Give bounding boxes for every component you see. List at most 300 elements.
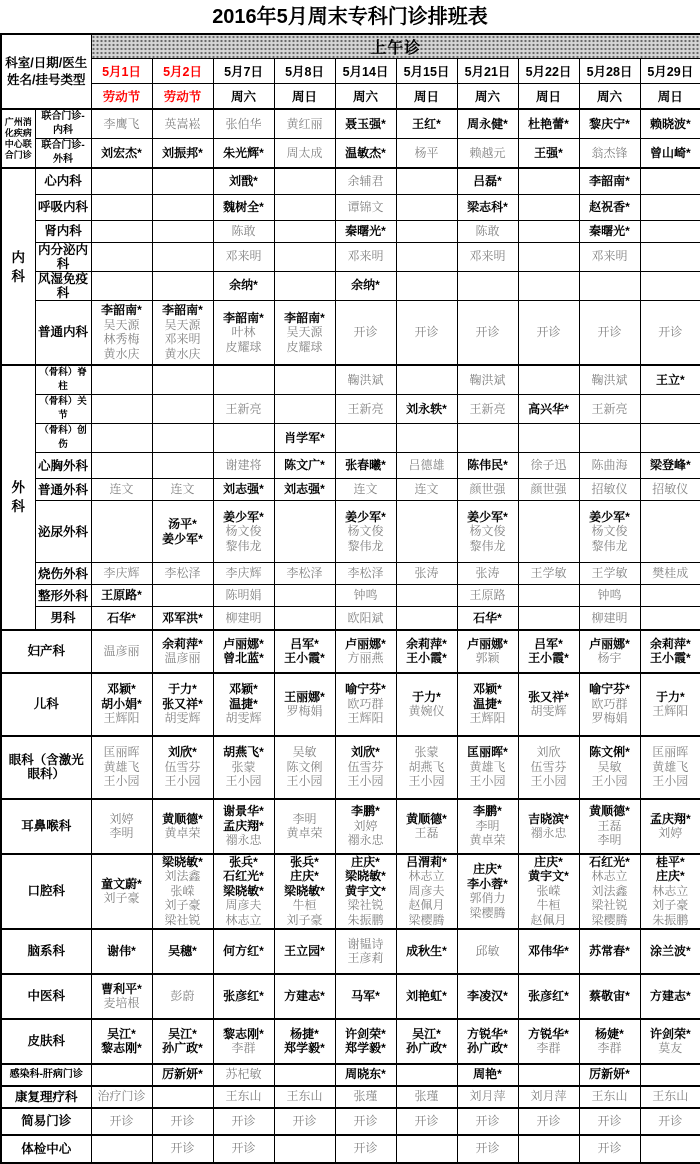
schedule-cell (518, 168, 579, 194)
schedule-cell (91, 501, 152, 563)
schedule-cell (518, 365, 579, 395)
schedule-cell (579, 242, 640, 271)
doctor-name: 黄宇文* (528, 869, 569, 884)
doctor-name: 叶林 (231, 325, 256, 339)
department-label: （骨科）关节 (35, 395, 91, 424)
schedule-cell (274, 1064, 335, 1086)
schedule-cell (518, 271, 579, 300)
schedule-cell (91, 673, 152, 736)
doctor-name: 胡雯辉 (225, 711, 262, 726)
doctor-name: 徐子迅 (530, 458, 567, 473)
schedule-cell (579, 585, 640, 607)
doctor-name: 梁晓敏* (345, 869, 386, 884)
doctor-name: 招敏仪 (652, 482, 689, 497)
schedule-row (1, 109, 700, 139)
schedule-cell (152, 929, 213, 974)
doctor-name: 王新亮 (591, 401, 628, 416)
schedule-row (1, 194, 700, 220)
doctor-name: 吴江* (412, 1026, 441, 1041)
department-label: 联合门诊-内科 (35, 109, 91, 139)
schedule-cell (91, 630, 152, 673)
doctor-name: 方丽燕 (347, 651, 384, 665)
doctor-name: 陈明娟 (225, 588, 262, 603)
schedule-cell (579, 1019, 640, 1064)
schedule-cell (579, 736, 640, 799)
doctor-name: 梁社锐 (164, 912, 201, 927)
doctor-name: 黎志刚* (101, 1041, 142, 1055)
doctor-name: 开诊 (414, 325, 439, 339)
day-header: 周日 (640, 84, 700, 110)
date-header: 5月8日 (274, 59, 335, 84)
doctor-name: 皮耀球 (225, 339, 262, 354)
doctor-name: 温捷* (473, 696, 502, 711)
doctor-name: 王新亮 (225, 401, 262, 416)
doctor-name: 梁樱腾 (408, 912, 445, 927)
doctor-name: 庄庆* (290, 869, 319, 884)
schedule-cell (91, 1135, 152, 1163)
schedule-cell (213, 929, 274, 974)
schedule-cell (457, 168, 518, 194)
schedule-cell (518, 607, 579, 630)
doctor-name: 刘志强* (223, 482, 264, 497)
doctor-name: 张兵* (229, 854, 258, 869)
doctor-name: 开诊 (109, 1113, 134, 1128)
schedule-cell (579, 854, 640, 929)
doctor-name: 庄庆* (534, 854, 563, 869)
department-label: 普通内科 (35, 300, 91, 365)
schedule-cell (518, 736, 579, 799)
doctor-name: 陈文广* (284, 458, 325, 473)
schedule-cell (91, 1064, 152, 1086)
schedule-cell (213, 1135, 274, 1163)
schedule-row (1, 271, 700, 300)
schedule-cell (518, 585, 579, 607)
day-header: 周日 (274, 84, 335, 110)
doctor-name: 连文 (414, 482, 439, 497)
group-label (1, 109, 35, 168)
schedule-cell (274, 501, 335, 563)
schedule-cell (457, 300, 518, 365)
schedule-cell (335, 242, 396, 271)
doctor-name: 李小蓉* (467, 876, 508, 891)
schedule-cell (335, 479, 396, 501)
schedule-cell (518, 929, 579, 974)
doctor-name: 黄顺德* (589, 804, 630, 819)
schedule-cell (518, 395, 579, 424)
doctor-name: 王东山 (652, 1089, 689, 1104)
schedule-cell (457, 736, 518, 799)
schedule-cell (213, 424, 274, 453)
schedule-cell (152, 563, 213, 585)
schedule-cell (579, 974, 640, 1019)
doctor-name: 周永健* (467, 116, 508, 131)
doctor-name: 王小霞* (649, 651, 691, 665)
schedule-cell (213, 168, 274, 194)
doctor-name: 于力* (412, 689, 441, 704)
schedule-cell (91, 974, 152, 1019)
date-header: 5月22日 (518, 59, 579, 84)
doctor-name: 王小园 (103, 774, 140, 789)
doctor-name: 莫友 (658, 1041, 683, 1055)
schedule-cell (91, 479, 152, 501)
schedule-cell (91, 799, 152, 854)
date-header: 5月7日 (213, 59, 274, 84)
doctor-name: 苏杞敏 (225, 1067, 262, 1082)
doctor-name: 孙广政* (406, 1041, 447, 1055)
doctor-name: 方锐华* (467, 1026, 508, 1041)
date-header: 5月1日 (91, 59, 152, 84)
doctor-name: 王立* (655, 372, 685, 387)
schedule-cell (518, 194, 579, 220)
doctor-name: 黎伟龙 (469, 538, 506, 553)
schedule-row (1, 501, 700, 563)
doctor-name: 胡小娟* (101, 696, 142, 711)
doctor-name: 于力* (655, 689, 685, 704)
doctor-name: 林志立 (591, 869, 628, 884)
group-label-text: 外科 (11, 480, 25, 515)
doctor-name: 王小园 (225, 774, 262, 789)
group-label (1, 168, 35, 365)
schedule-cell (274, 109, 335, 139)
doctor-name: 开诊 (231, 1141, 256, 1156)
department-label: 肾内科 (35, 220, 91, 242)
schedule-cell (640, 109, 700, 139)
doctor-name: 肖学军* (284, 430, 325, 445)
schedule-cell (335, 365, 396, 395)
schedule-cell (640, 1019, 700, 1064)
department-label: 感染科-肝病门诊 (1, 1064, 91, 1086)
schedule-cell (274, 453, 335, 479)
schedule-cell (335, 139, 396, 169)
doctor-name: 连文 (353, 482, 378, 497)
doctor-name: 李鹏* (351, 804, 380, 819)
doctor-name: 治疗门诊 (97, 1089, 146, 1104)
department-label: 联合门诊-外科 (35, 139, 91, 169)
schedule-cell (396, 271, 457, 300)
department-label: 口腔科 (1, 854, 91, 929)
doctor-name: 王新亮 (347, 401, 384, 416)
doctor-name: 张伯华 (225, 116, 262, 131)
doctor-name: 刘婷 (109, 811, 134, 826)
doctor-name: 麦培根 (103, 996, 140, 1010)
doctor-name: 李群 (597, 1041, 622, 1055)
doctor-name: 谢景华* (223, 804, 264, 819)
doctor-name: 鞠洪斌 (469, 372, 506, 387)
doctor-name: 黄顺德* (406, 811, 447, 826)
schedule-cell (274, 1019, 335, 1064)
schedule-cell (518, 109, 579, 139)
doctor-name: 桂平* (655, 854, 685, 869)
schedule-cell (396, 673, 457, 736)
doctor-name: 温彦丽 (164, 651, 201, 665)
doctor-name: 开诊 (536, 1113, 561, 1128)
doctor-name: 许剑荣* (649, 1026, 691, 1041)
doctor-name: 石华* (107, 610, 136, 625)
department-label: 普通外科 (35, 479, 91, 501)
schedule-row (1, 1108, 700, 1135)
doctor-name: 余纳* (229, 278, 258, 293)
doctor-name: 王丽娜* (284, 689, 325, 704)
doctor-name: 欧巧群 (347, 696, 384, 711)
schedule-row (1, 220, 700, 242)
schedule-cell (213, 974, 274, 1019)
schedule-cell (396, 799, 457, 854)
schedule-cell (640, 799, 700, 854)
schedule-cell (91, 424, 152, 453)
schedule-cell (396, 194, 457, 220)
schedule-cell (152, 479, 213, 501)
schedule-cell (396, 1064, 457, 1086)
doctor-name: 邓颖* (107, 682, 136, 697)
schedule-cell (91, 1019, 152, 1064)
schedule-cell (457, 563, 518, 585)
doctor-name: 吕军* (290, 636, 319, 651)
schedule-cell (518, 1108, 579, 1135)
schedule-cell (91, 585, 152, 607)
doctor-name: 朱振鹏 (652, 912, 689, 927)
doctor-name: 张嵘 (170, 883, 195, 898)
schedule-cell (640, 1086, 700, 1108)
doctor-name: 李鹰飞 (103, 116, 140, 131)
doctor-name: 周艳* (473, 1067, 502, 1082)
doctor-name: 吴天源 (103, 317, 140, 332)
doctor-name: 张又祥* (528, 689, 569, 704)
schedule-cell (457, 673, 518, 736)
schedule-cell (640, 630, 700, 673)
schedule-cell (152, 607, 213, 630)
doctor-name: 李鹏* (473, 804, 502, 819)
doctor-name: 邓颖* (229, 682, 258, 697)
group-label (1, 365, 35, 630)
schedule-cell (579, 479, 640, 501)
doctor-name: 开诊 (597, 1113, 622, 1128)
schedule-cell (91, 271, 152, 300)
schedule-cell (274, 929, 335, 974)
schedule-row (1, 929, 700, 974)
doctor-name: 刘宏杰* (101, 145, 142, 160)
schedule-cell (579, 1108, 640, 1135)
schedule-cell (457, 854, 518, 929)
doctor-name: 孙广政* (162, 1041, 203, 1055)
doctor-name: 张涛 (414, 566, 439, 581)
schedule-cell (274, 736, 335, 799)
doctor-name: 喻宁芬* (589, 682, 630, 697)
schedule-cell (213, 1086, 274, 1108)
schedule-cell (213, 220, 274, 242)
schedule-cell (457, 630, 518, 673)
schedule-cell (457, 424, 518, 453)
schedule-cell (457, 1135, 518, 1163)
schedule-cell (91, 242, 152, 271)
schedule-cell (396, 501, 457, 563)
doctor-name: 姜少军* (162, 531, 203, 546)
schedule-cell (213, 585, 274, 607)
doctor-name: 温彦丽 (103, 643, 140, 658)
doctor-name: 开诊 (353, 1113, 378, 1128)
doctor-name: 杜艳蕾* (528, 116, 569, 131)
schedule-cell (579, 109, 640, 139)
doctor-name: 张蒙 (231, 759, 256, 774)
schedule-cell (640, 194, 700, 220)
doctor-name: 张嵘 (536, 883, 561, 898)
day-header: 周日 (518, 84, 579, 110)
doctor-name: 秦曙光* (345, 223, 386, 238)
doctor-name: 汤平* (168, 517, 197, 531)
doctor-name: 罗梅娟 (286, 704, 323, 718)
doctor-name: 刘艳虹* (406, 988, 447, 1003)
schedule-cell (335, 300, 396, 365)
doctor-name: 张兵* (290, 854, 319, 869)
schedule-cell (396, 1135, 457, 1163)
schedule-cell (335, 1064, 396, 1086)
schedule-cell (518, 300, 579, 365)
schedule-cell (152, 395, 213, 424)
doctor-name: 钟鸣 (597, 588, 622, 603)
schedule-cell (518, 424, 579, 453)
schedule-cell (396, 929, 457, 974)
schedule-cell (152, 736, 213, 799)
schedule-cell (457, 194, 518, 220)
date-header: 5月14日 (335, 59, 396, 84)
schedule-cell (335, 194, 396, 220)
doctor-name: 秦曙光* (589, 223, 630, 238)
doctor-name: 陈文俐 (286, 759, 323, 774)
doctor-name: 刘戬* (229, 174, 258, 188)
doctor-name: 张蒙 (414, 745, 439, 760)
doctor-name: 姜少军* (467, 509, 508, 524)
schedule-cell (518, 630, 579, 673)
doctor-name: 赵祝香* (589, 199, 630, 214)
day-header: 周六 (579, 84, 640, 110)
schedule-cell (579, 395, 640, 424)
doctor-name: 邓来明 (347, 249, 384, 264)
group-label-text: 广州消化疾病中心联合门诊 (4, 116, 32, 160)
doctor-name: 李韶南* (284, 310, 325, 325)
doctor-name: 王小园 (469, 774, 506, 789)
doctor-name: 杨婕* (595, 1026, 624, 1041)
schedule-cell (274, 1135, 335, 1163)
day-header: 周六 (457, 84, 518, 110)
doctor-name: 王立园* (284, 943, 325, 958)
doctor-name: 石红光* (589, 854, 630, 869)
doctor-name: 谢韫诗 (347, 936, 384, 951)
doctor-name: 李韶南* (223, 310, 264, 325)
doctor-name: 吴穗* (168, 943, 197, 958)
schedule-cell (640, 673, 700, 736)
schedule-cell (152, 585, 213, 607)
doctor-name: 黄雄飞 (469, 759, 506, 774)
doctor-name: 王原路* (101, 588, 142, 603)
schedule-row (1, 974, 700, 1019)
doctor-name: 郑学毅* (345, 1041, 386, 1055)
schedule-cell (91, 365, 152, 395)
doctor-name: 欧阳斌 (347, 610, 384, 625)
schedule-cell (457, 365, 518, 395)
schedule-cell (579, 300, 640, 365)
schedule-cell (457, 453, 518, 479)
doctor-name: 张瑾 (353, 1089, 378, 1104)
doctor-name: 陈曲海 (591, 458, 628, 473)
doctor-name: 卢丽娜* (345, 636, 386, 651)
schedule-cell (396, 424, 457, 453)
doctor-name: 方建志* (649, 988, 691, 1003)
schedule-cell (213, 736, 274, 799)
schedule-row (1, 736, 700, 799)
date-header: 5月28日 (579, 59, 640, 84)
doctor-name: 刘月萍 (469, 1089, 506, 1104)
schedule-cell (213, 854, 274, 929)
schedule-cell (396, 300, 457, 365)
schedule-cell (335, 1086, 396, 1108)
doctor-name: 李韶南* (101, 303, 142, 318)
doctor-name: 温捷* (229, 696, 258, 711)
schedule-cell (335, 563, 396, 585)
schedule-cell (640, 563, 700, 585)
schedule-cell (152, 1019, 213, 1064)
department-label: 脑系科 (1, 929, 91, 974)
doctor-name: 牛桓 (292, 898, 317, 913)
doctor-name: 张春曦* (345, 458, 386, 473)
doctor-name: 王小霞* (406, 651, 447, 665)
schedule-cell (457, 1086, 518, 1108)
schedule-cell (274, 365, 335, 395)
doctor-name: 开诊 (353, 1141, 378, 1156)
schedule-cell (335, 630, 396, 673)
doctor-name: 王东山 (286, 1089, 323, 1104)
department-label: 呼吸内科 (35, 194, 91, 220)
doctor-name: 周彦夫 (225, 898, 262, 913)
doctor-name: 黎伟龙 (347, 538, 384, 553)
schedule-cell (457, 1108, 518, 1135)
doctor-name: 王小霞* (284, 651, 325, 665)
doctor-name: 周太成 (286, 145, 323, 160)
schedule-cell (335, 1108, 396, 1135)
schedule-cell (152, 242, 213, 271)
schedule-cell (457, 974, 518, 1019)
schedule-cell (518, 501, 579, 563)
schedule-cell (518, 1086, 579, 1108)
doctor-name: 王新亮 (469, 401, 506, 416)
schedule-cell (213, 607, 274, 630)
schedule-cell (640, 854, 700, 929)
doctor-name: 苏常春* (589, 943, 630, 958)
doctor-name: 余辅君 (347, 174, 384, 188)
doctor-name: 匡丽晖 (103, 745, 140, 760)
doctor-name: 开诊 (414, 1113, 439, 1128)
doctor-name: 皮耀球 (286, 339, 323, 354)
schedule-cell (152, 109, 213, 139)
schedule-cell (640, 220, 700, 242)
doctor-name: 牛桓 (536, 898, 561, 913)
schedule-cell (518, 1064, 579, 1086)
schedule-cell (396, 607, 457, 630)
schedule-row (1, 168, 700, 194)
schedule-cell (91, 1108, 152, 1135)
schedule-cell (518, 242, 579, 271)
doctor-name: 吕德雄 (408, 458, 445, 473)
doctor-name: 曾山崎* (649, 145, 691, 160)
doctor-name: 刘法鑫 (591, 883, 628, 898)
date-header: 5月29日 (640, 59, 700, 84)
doctor-name: 姜少军* (223, 509, 264, 524)
schedule-cell (640, 139, 700, 169)
doctor-name: 刘欣 (536, 745, 561, 760)
doctor-name: 开诊 (475, 1113, 500, 1128)
schedule-row (1, 395, 700, 424)
doctor-name: 开诊 (353, 325, 378, 339)
schedule-cell (274, 607, 335, 630)
schedule-cell (213, 799, 274, 854)
